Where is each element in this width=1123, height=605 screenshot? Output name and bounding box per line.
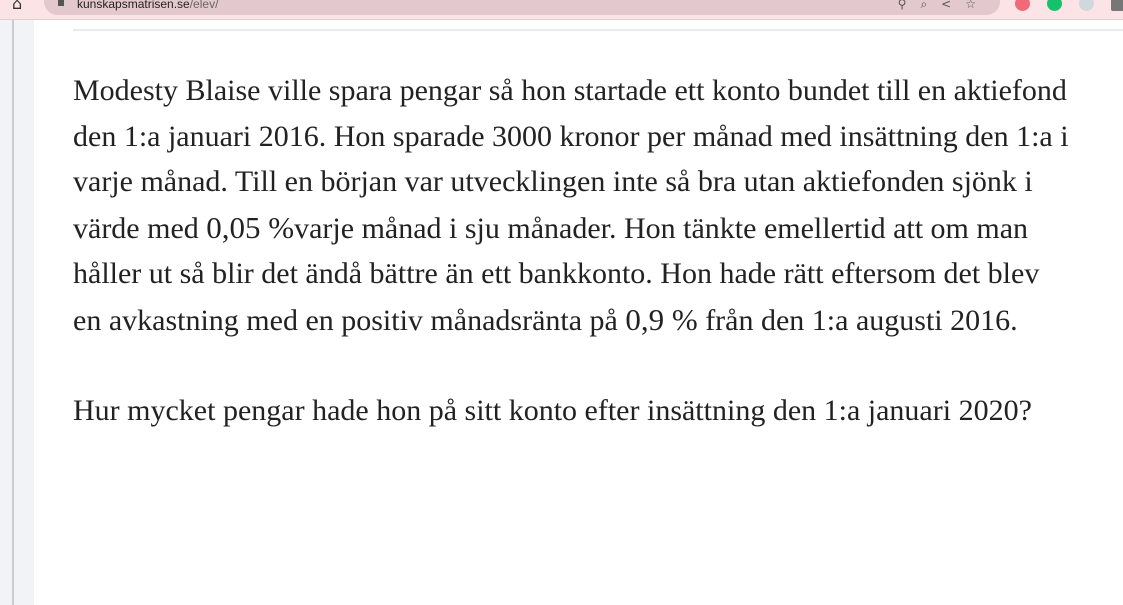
- left-panel-border: [12, 20, 14, 605]
- address-bar[interactable]: [44, 0, 1000, 15]
- share-icon[interactable]: <: [941, 0, 966, 11]
- left-panel: [0, 20, 34, 605]
- search-icon[interactable]: ⌕: [920, 0, 942, 11]
- text: från den 1:a augusti 2016.: [697, 303, 1018, 337]
- bookmark-star-icon[interactable]: ☆: [965, 0, 990, 11]
- divider: [73, 29, 1123, 31]
- text: varje månad i sju månader. Hon tänkte emellertid att om man håller ut så blir det ändå bättre än ett bankkonto. Hon hade rätt eftersom det blev en avkastning med en positiv månadsränta på: [73, 211, 1040, 337]
- translate-icon[interactable]: ⚲: [897, 0, 921, 11]
- browser-toolbar: [0, 0, 1123, 20]
- extension-icon[interactable]: [1015, 0, 1030, 11]
- extension-icon[interactable]: [1079, 0, 1094, 11]
- url-text[interactable]: [77, 0, 218, 11]
- omnibox-icons: [898, 0, 990, 12]
- math-percent: 0,05 %: [206, 209, 295, 245]
- question-text: [73, 68, 1073, 434]
- url-host: kunskapsmatrisen.se: [77, 0, 190, 11]
- question-prompt: Hur mycket pengar hade hon på sitt konto efter insättning den 1:a januari 2020?: [73, 394, 1032, 427]
- home-icon[interactable]: ⌂: [12, 0, 23, 13]
- lock-icon[interactable]: [58, 0, 64, 6]
- extension-icon[interactable]: [1111, 0, 1123, 11]
- text: Modesty Blaise ville spara pengar så hon startade ett konto bundet till en aktiefond den 1:a januari 2016. Hon sparade 3000 kronor per månad med insättning den 1:a i varje månad. Till en början var utvecklingen inte så bra utan aktiefonden sjönk i värde med: [73, 74, 1069, 245]
- url-path: /elev/: [189, 0, 219, 11]
- math-percent: 0,9 %: [625, 301, 698, 337]
- question-paragraph: [73, 68, 1073, 343]
- grammarly-icon[interactable]: [1047, 0, 1062, 11]
